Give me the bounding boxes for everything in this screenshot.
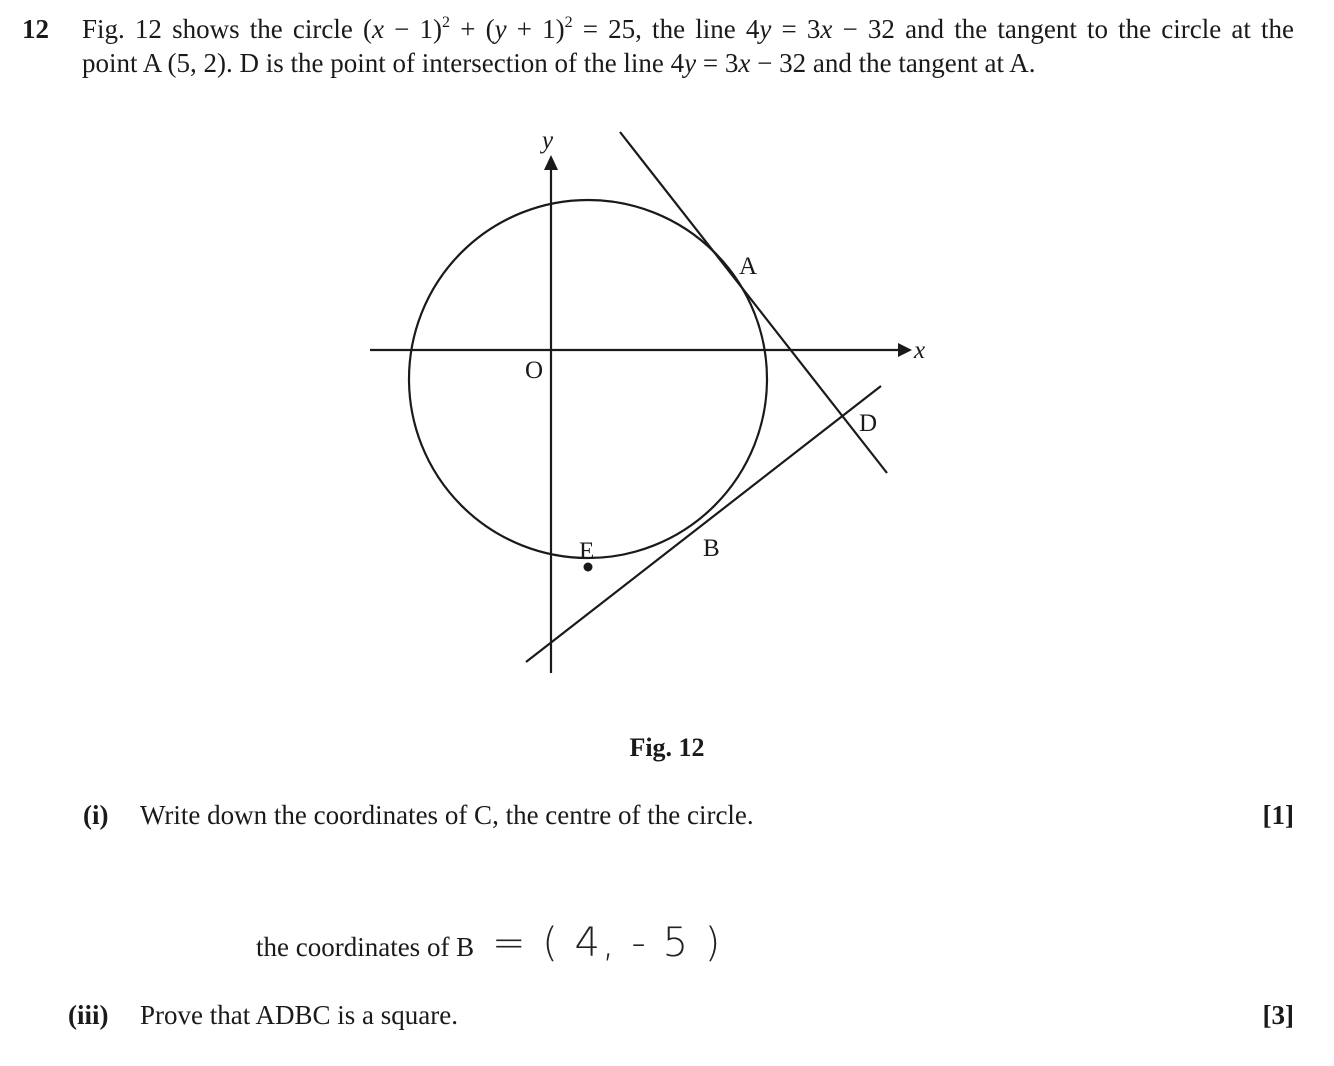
- answer-label: the coordinates of B: [256, 932, 475, 962]
- line-4y-3x-32: [526, 386, 881, 662]
- part-i-text: Write down the coordinates of C, the centre of the circle.: [140, 800, 754, 830]
- point-A-label: A: [739, 253, 758, 280]
- question-stem: [82, 12, 1294, 80]
- point-D-label: D: [859, 410, 878, 437]
- circle: [409, 200, 767, 558]
- figure-caption: Fig. 12: [629, 733, 705, 762]
- stem-line-1: Fig. 12 shows the circle $(x - 1)^2 + (y + 1)^2 = 25$, the line 4y = 3x − 32 and the tangent to the circle at the: [82, 14, 1295, 44]
- point-E-label: E: [579, 538, 595, 565]
- part-iii-text: Prove that ADBC is a square.: [140, 1000, 458, 1030]
- part-iii-marks: [3]: [1262, 1000, 1294, 1030]
- part-i-label: (i): [83, 800, 109, 830]
- x-axis-arrow-icon: [898, 343, 912, 357]
- handwritten-answer: = ( 4, - 5 ): [492, 920, 723, 966]
- tangent-at-A: [620, 132, 887, 473]
- x-axis-label: x: [914, 337, 926, 364]
- circle-tangent-diagram: [360, 124, 940, 684]
- stem-line-2: point A (5, 2). D is the point of intersection of the line 4y = 3x − 32 and the tangent at A.: [82, 48, 1036, 78]
- part-iii-label: (iii): [68, 1000, 109, 1030]
- y-axis-arrow-icon: [544, 155, 558, 170]
- part-i-marks: [1]: [1262, 800, 1294, 830]
- y-axis-label: y: [542, 127, 554, 154]
- point-B-label: B: [703, 535, 720, 562]
- origin-label: O: [525, 357, 544, 384]
- question-number: 12: [22, 14, 49, 44]
- figure-12: [360, 124, 940, 684]
